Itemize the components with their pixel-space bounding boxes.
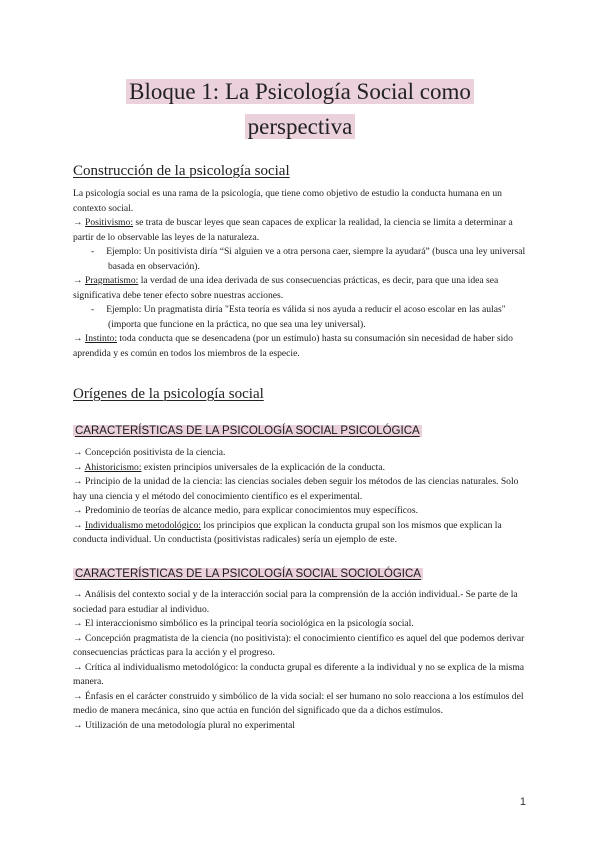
term-positivismo: Positivismo: <box>85 217 133 228</box>
pragmatismo-example: - Ejemplo: Un pragmatista diría "Esta teoría es válida si nos ayuda a reducir el acoso escolar en las aulas" (importa que funcione en la práctica, no que sea una ley universal). <box>91 304 506 330</box>
term-ahistoricismo: Ahistoricismo: <box>84 461 142 473</box>
instinto-paragraph <box>73 332 531 361</box>
ahistoricismo-text: existen principios universales de la explicación de la conducta. <box>141 461 385 473</box>
section-heading-origenes: Orígenes de la psicología social <box>73 386 264 402</box>
list-psicologica <box>73 446 531 548</box>
arrow-glyph: → <box>73 275 85 286</box>
arrow-glyph: → <box>73 217 85 228</box>
arrow-glyph: → <box>73 519 85 531</box>
term-pragmatismo: Pragmatismo: <box>85 275 139 286</box>
list-item: → El interaccionismo simbólico es la principal teoría sociológica en la psicología social. <box>73 618 414 629</box>
intro-paragraph: La psicología social es una rama de la psicología, que tiene como objetivo de estudio la conducta humana en un contexto social. <box>73 188 502 214</box>
positivismo-text: se trata de buscar leyes que sean capaces de explicar la realidad, la ciencia se limita a determinar a partir de lo observable las leyes de la naturaleza. <box>73 217 513 243</box>
list-item: → Utilización de una metodología plural no experimental <box>73 719 295 731</box>
list-item <box>73 461 531 476</box>
pragmatismo-example-text: Ejemplo: Un pragmatista diría "Esta teoría es válida si nos ayuda a reducir el acoso escolar en las aulas" (importa que funcione en la práctica, no que sea una ley universal). <box>106 304 506 330</box>
list-item: → Concepción pragmatista de la ciencia (no positivista): el conocimiento científico es aquel del que podemos derivar consecuencias prácticas para la acción y el progreso. <box>73 632 525 658</box>
list-item: → Concepción positivista de la ciencia. <box>73 447 226 458</box>
section-heading-construccion: Construcción de la psicología social <box>73 163 290 179</box>
list-item: → Análisis del contexto social y de la interacción social para la comprensión de la acción individual.- Se parte de la sociedad para estudiar al individuo. <box>73 589 518 615</box>
subheading-psicologica-text: CARACTERÍSTICAS DE LA PSICOLOGÍA SOCIAL PSICOLÓGICA <box>75 425 420 437</box>
page-title <box>80 74 520 144</box>
term-instinto: Instinto: <box>85 333 117 344</box>
page-title-line2: perspectiva <box>245 114 356 139</box>
list-item: → Predominio de teorías de alcance medio, para explicar conocimientos muy específicos. <box>73 505 418 516</box>
arrow-glyph: → <box>73 461 85 473</box>
list-item: → Principio de la unidad de la ciencia: las ciencias sociales deben seguir los métodos de las ciencias naturales. Solo hay una ciencia y el método del conocimiento científico es el experimental. <box>73 476 519 502</box>
list-item <box>73 519 531 548</box>
positivismo-example: - Ejemplo: Un positivista diría “Si alguien ve a otra persona caer, siempre la ayudará” (busca una ley universal basada en observación). <box>91 246 526 272</box>
page-title-line1: Bloque 1: La Psicología Social como <box>126 79 474 104</box>
subheading-psicologica <box>73 425 422 437</box>
pragmatismo-paragraph <box>73 274 531 303</box>
arrow-glyph: → <box>73 333 85 344</box>
page-number: 1 <box>519 796 526 808</box>
individualismo-text: los principios que explican la conducta grupal son los mismos que explican la conducta individual. Un conductista (positivistas radicales) sería un ejemplo de este. <box>73 519 502 545</box>
list-sociologica <box>73 588 531 733</box>
positivismo-paragraph <box>73 216 531 245</box>
list-item: → Énfasis en el carácter construido y simbólico de la vida social: el ser humano no solo reacciona a los estímulos del medio de manera mecánica, sino que actúa en función del significado que da a dichos estímulos. <box>73 690 524 716</box>
instinto-text: toda conducta que se desencadena (por un estímulo) hasta su consumación sin necesidad de haber sido aprendida y es común en todos los miembros de la especie. <box>73 333 513 359</box>
term-individualismo: Individualismo metodológico: <box>85 519 201 531</box>
positivismo-example-text: Ejemplo: Un positivista diría “Si alguien ve a otra persona caer, siempre la ayudará” (busca una ley universal basada en observación). <box>106 246 526 272</box>
subheading-sociologica-text: CARACTERÍSTICAS DE LA PSICOLOGÍA SOCIAL SOCIOLÓGICA <box>75 568 421 580</box>
subheading-sociologica <box>73 568 423 580</box>
list-item: → Crítica al individualismo metodológico: la conducta grupal es diferente a la individual y no se explica de la misma manera. <box>73 661 525 687</box>
pragmatismo-text: la verdad de una idea derivada de sus consecuencias prácticas, es decir, para que una idea sea significativa debe tener efecto sobre nuestras acciones. <box>73 275 499 301</box>
section-construccion-body <box>73 187 531 361</box>
